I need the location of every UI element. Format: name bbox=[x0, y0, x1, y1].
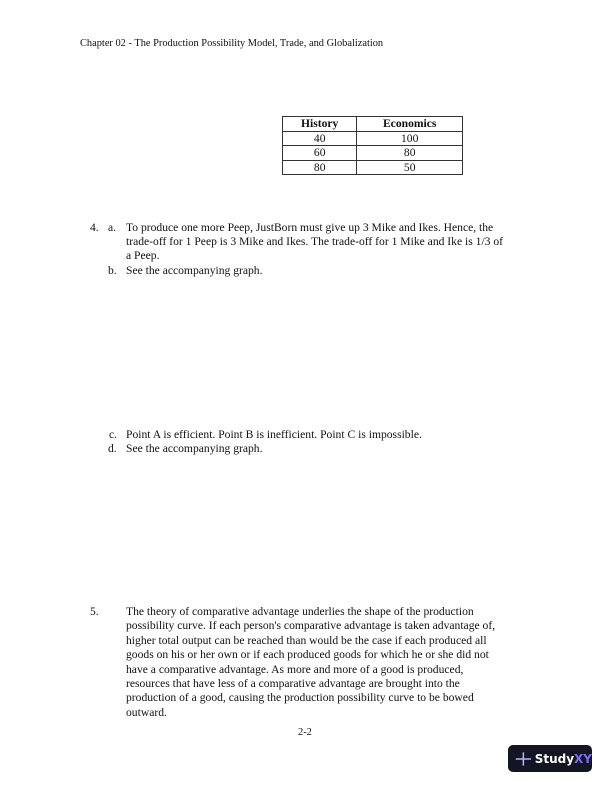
col-history: History bbox=[283, 117, 357, 132]
table-row bbox=[283, 131, 463, 146]
cell: 50 bbox=[357, 160, 463, 175]
cell: 100 bbox=[357, 131, 463, 146]
page-header: Chapter 02 - The Production Possibility Model, Trade, and Globalization bbox=[80, 38, 384, 49]
q5-line: production of a good, causing the production possibility curve to be bowed bbox=[126, 691, 474, 705]
q4a-line: trade-off for 1 Peep is 3 Mike and Ikes. The trade-off for 1 Mike and Ike is 1/3 of bbox=[126, 235, 504, 248]
q4d-label: d. bbox=[108, 442, 117, 455]
q4b-label: b. bbox=[108, 264, 117, 277]
q4b-text: See the accompanying graph. bbox=[126, 264, 263, 277]
q4c-text: Point A is efficient. Point B is inefficient. Point C is impossible. bbox=[126, 428, 422, 441]
badge-text-accent: XY bbox=[574, 751, 592, 766]
data-table bbox=[282, 116, 463, 175]
cell: 60 bbox=[283, 146, 357, 161]
page-number: 2-2 bbox=[298, 727, 312, 738]
table-row bbox=[283, 146, 463, 161]
table-row bbox=[283, 160, 463, 175]
q4a-line: To produce one more Peep, JustBorn must give up 3 Mike and Ikes. Hence, the bbox=[126, 221, 494, 234]
q5-line: resources that have less of a comparative advantage are brought into the bbox=[126, 677, 460, 690]
q5-number: 5. bbox=[90, 605, 99, 618]
q4a-label: a. bbox=[108, 221, 117, 234]
col-economics: Economics bbox=[357, 117, 463, 132]
q4a-line: a Peep. bbox=[126, 249, 160, 262]
q5-line: outward. bbox=[126, 705, 167, 719]
table-header-row bbox=[283, 117, 463, 132]
q5-line: The theory of comparative advantage underlies the shape of the production bbox=[126, 605, 474, 618]
q5-line: possibility curve. If each person's comparative advantage is taken advantage of, bbox=[126, 619, 496, 633]
plus-icon bbox=[512, 749, 535, 769]
q5-line: goods on his or her own or if each produced goods for which he or she did not bbox=[126, 648, 489, 662]
q5-line: have a comparative advantage. As more and more of a good is produced, bbox=[126, 662, 464, 676]
cell: 80 bbox=[357, 146, 463, 161]
q4c-label: c. bbox=[109, 428, 118, 441]
badge-text: Study bbox=[534, 751, 575, 766]
cell: 40 bbox=[283, 131, 357, 146]
cell: 80 bbox=[283, 160, 357, 175]
q4-number: 4. bbox=[90, 221, 99, 234]
q4d-text: See the accompanying graph. bbox=[126, 442, 263, 455]
q5-line: higher total output can be reached than would be the case if each produced all bbox=[126, 633, 487, 647]
studyxy-badge[interactable] bbox=[508, 745, 592, 772]
